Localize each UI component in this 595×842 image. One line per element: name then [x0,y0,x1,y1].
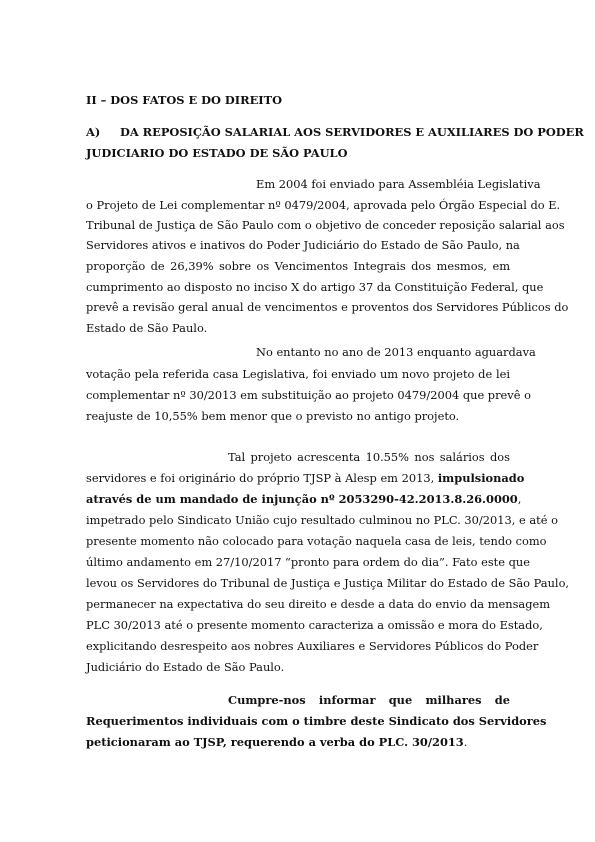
paragraph-line: Em 2004 foi enviado para Assembléia Legislativa [256,177,541,191]
paragraph-line: Tal projeto acrescenta 10.55% nos salários dos [228,450,510,464]
paragraph-line: proporção de 26,39% sobre os Vencimentos Integrais dos mesmos, em [86,259,510,273]
paragraph-line: cumprimento ao disposto no inciso X do artigo 37 da Constituição Federal, que [86,280,544,294]
paragraph-line: Requerimentos individuais com o timbre deste Sindicato dos Servidores [86,714,547,728]
subsection-marker: A) [86,125,101,139]
paragraph-line: explicitando desrespeito aos nobres Auxiliares e Servidores Públicos do Poder [86,639,539,653]
paragraph-bold-text: através de um mandado de injunção nº 2053290-42.2013.8.26.0000 [86,492,518,506]
paragraph-text: , [517,492,522,506]
paragraph-line: prevê a revisão geral anual de vencimentos e proventos dos Servidores Públicos do [86,300,569,314]
paragraph-line: complementar nº 30/2013 em substituição ao projeto 0479/2004 que prevê o [86,388,531,402]
paragraph-line: No entanto no ano de 2013 enquanto aguardava [256,345,536,359]
paragraph-line: permanecer na expectativa do seu direito e desde a data do envio da mensagem [86,597,551,611]
subsection-title-line-2: JUDICIARIO DO ESTADO DE SÃO PAULO [86,146,348,160]
paragraph-bold-text: peticionaram ao TJSP, requerendo a verba do PLC. 30/2013 [86,735,464,749]
paragraph-line: levou os Servidores do Tribunal de Justiça e Justiça Militar do Estado de São Paulo, [86,576,570,590]
paragraph-text: servidores e foi originário do próprio TJSP à Alesp em 2013, [86,471,435,485]
paragraph-text: . [463,735,468,749]
section-title: II – DOS FATOS E DO DIREITO [86,93,282,107]
paragraph-line: o Projeto de Lei complementar nº 0479/2004, aprovada pelo Órgão Especial do E. [86,198,561,212]
paragraph-line: reajuste de 10,55% bem menor que o previsto no antigo projeto. [86,409,460,423]
subsection-title-line-1 [86,125,584,139]
paragraph-line: impetrado pelo Sindicato União cujo resultado culminou no PLC. 30/2013, e até o [86,513,558,527]
paragraph-line: Tribunal de Justiça de São Paulo com o objetivo de conceder reposição salarial aos [86,218,565,232]
paragraph-line: votação pela referida casa Legislativa, foi enviado um novo projeto de lei [86,367,510,381]
paragraph-line: presente momento não colocado para votação naquela casa de leis, tendo como [86,534,547,548]
subsection-title-text: DA REPOSIÇÃO SALARIAL AOS SERVIDORES E AUXILIARES DO PODER [120,125,584,139]
paragraph-line: último andamento em 27/10/2017 “pronto para ordem do dia”. Fato este que [86,555,530,569]
paragraph-line: PLC 30/2013 até o presente momento caracteriza a omissão e mora do Estado, [86,618,543,632]
paragraph-line: Estado de São Paulo. [86,321,208,335]
paragraph-line: Servidores ativos e inativos do Poder Judiciário do Estado de São Paulo, na [86,238,520,252]
paragraph-line [86,492,521,506]
paragraph-line [86,735,467,749]
paragraph-line: Cumpre-nos informar que milhares de [228,693,510,707]
paragraph-line: Judiciário do Estado de São Paulo. [86,660,285,674]
paragraph-line [86,471,525,485]
paragraph-bold-text: impulsionado [437,471,525,485]
